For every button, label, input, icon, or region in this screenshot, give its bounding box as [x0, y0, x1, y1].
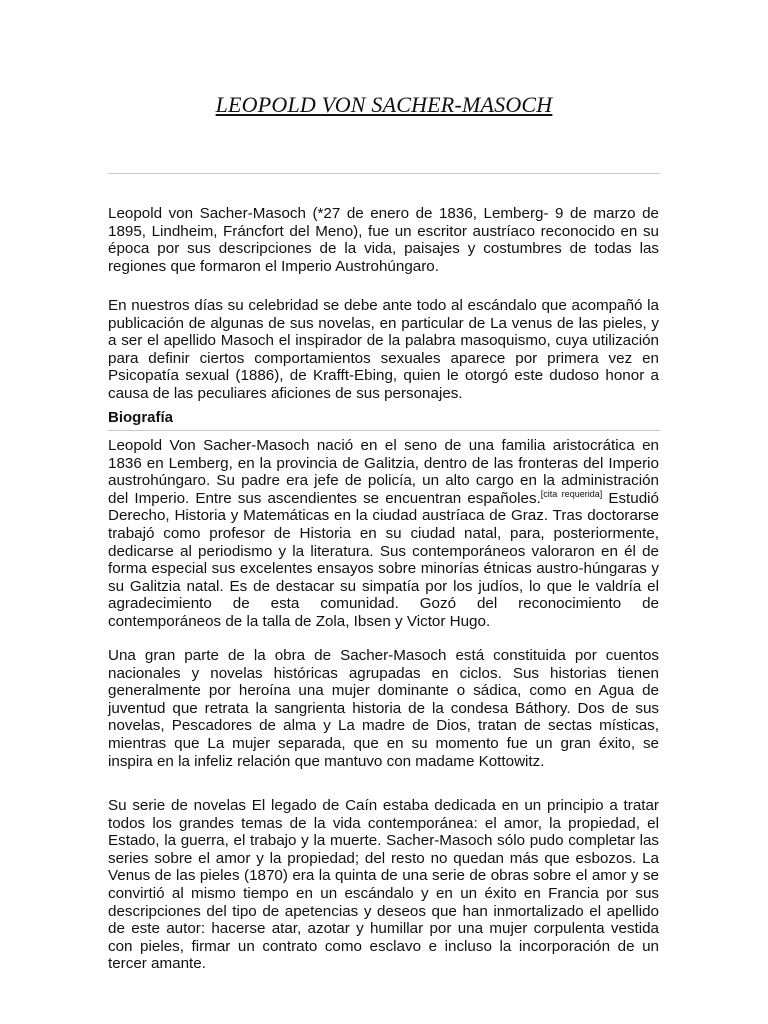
title-divider — [108, 173, 660, 174]
biography-paragraph-2: Una gran parte de la obra de Sacher-Masoch está constituida por cuentos nacionales y novelas históricas agrupadas en ciclos. Sus historias tienen generalmente por heroína una mujer dominante o sádica, como en Agua de juventud que retrata la sangrienta historia de la condesa Báthory. Dos de sus novelas, Pescadores de alma y La madre de Dios, tratan de sectas místicas, mientras que La mujer separada, que en su momento fue un gran éxito, se inspira en la infeliz relación que mantuvo con madame Kottowitz. — [108, 647, 659, 770]
document-title: LEOPOLD VON SACHER-MASOCH — [215, 92, 553, 117]
section-divider — [108, 430, 660, 431]
intro-paragraph-2: En nuestros días su celebridad se debe ante todo al escándalo que acompañó la publicación de algunas de sus novelas, en particular de La venus de las pieles, y a ser el apellido Masoch el inspirador de la palabra masoquismo, cuya utilización para definir ciertos comportamientos sexuales aparece por primera vez en Psicopatía sexual (1886), de Krafft-Ebing, quien le otorgó este dudoso honor a causa de las peculiares aficiones de sus personajes. — [108, 297, 659, 402]
intro-paragraph-1: Leopold von Sacher-Masoch (*27 de enero de 1836, Lemberg- 9 de marzo de 1895, Lindheim, Fráncfort del Meno), fue un escritor austríaco reconocido en su época por sus descripciones de la vida, paisajes y costumbres de todas las regiones que formaron el Imperio Austrohúngaro. — [108, 205, 659, 275]
section-heading-biografia: Biografía — [108, 409, 174, 426]
biography-paragraph-3: Su serie de novelas El legado de Caín estaba dedicada en un principio a tratar todos los grandes temas de la vida contemporánea: el amor, la propiedad, el Estado, la guerra, el trabajo y la muerte. Sacher-Masoch sólo pudo completar las series sobre el amor y la propiedad; del resto no quedan más que esbozos. La Venus de las pieles (1870) era la quinta de una serie de obras sobre el amor y se convirtió al mismo tiempo en un escándalo y en un éxito en Francia por sus descripciones del tipo de apetencias y deseos que han inmortalizado el apellido de este autor: hacerse atar, azotar y humillar por una mujer corpulenta vestida con pieles, firmar un contrato como esclavo e incluso la incorporación de un tercer amante. — [108, 797, 659, 973]
biography-text-before-cite: Leopold Von Sacher-Masoch nació en el seno de una familia aristocrática en 1836 en Lemberg, en la provincia de Galitzia, dentro de las fronteras del Imperio austrohúngaro. Su padre era jefe de policía, un alto cargo en la administración del Imperio. Entre sus ascendientes se encuentran españoles. — [108, 437, 659, 507]
citation-needed-note[interactable]: [cita requerida] — [540, 488, 603, 499]
biography-paragraph-1 — [108, 437, 659, 631]
biography-text-after-cite: Estudió Derecho, Historia y Matemáticas en la ciudad austríaca de Graz. Tras doctorarse trabajó como profesor de Historia en su ciudad natal, para, posteriormente, dedicarse al periodismo y la literatura. Sus contemporáneos valoraron en él de forma especial sus excelentes ensayos sobre minorías étnicas austro-húngaras y su Galitzia natal. Es de destacar su simpatía por los judíos, lo que le valdría el agradecimiento de esta comunidad. Gozó del reconocimiento de contemporáneos de la talla de Zola, Ibsen y Victor Hugo. — [108, 489, 659, 630]
